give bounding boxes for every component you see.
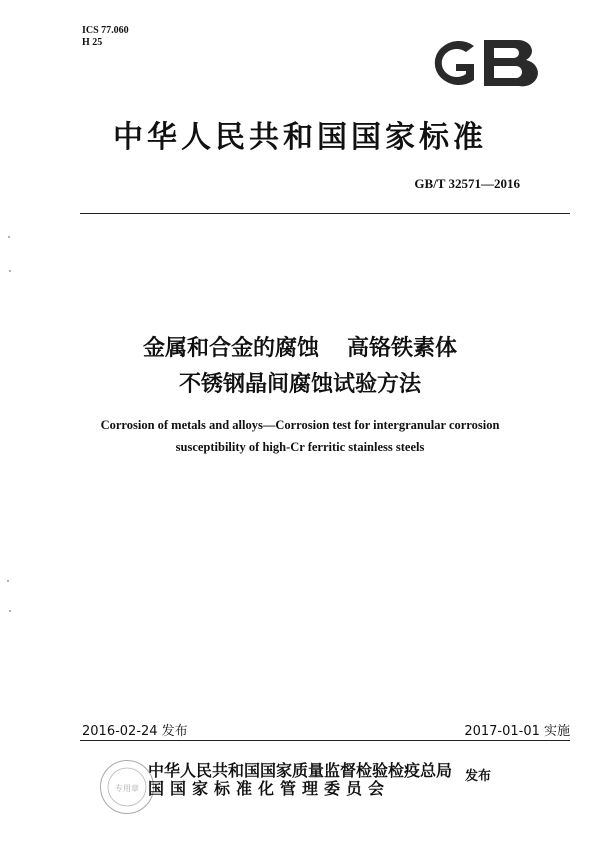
seal-text: 专用章	[115, 784, 139, 793]
ics-code: ICS 77.060	[82, 25, 129, 36]
standard-number: GB/T 32571—2016	[414, 176, 520, 191]
en-title-line2: susceptibility of high-Cr ferritic stainless steels	[175, 440, 425, 454]
scan-speck	[7, 580, 9, 582]
gb-logo-icon	[422, 36, 540, 90]
implementation-date: 2017-01-01 实施	[464, 724, 570, 739]
scan-speck	[9, 610, 11, 612]
en-title-line1: Corrosion of metals and alloys—Corrosion test for intergranular corrosion	[100, 418, 500, 432]
cn-title-line2: 不锈钢晶间腐蚀试验方法	[178, 372, 421, 397]
top-divider	[80, 213, 570, 214]
classification-codes	[82, 25, 129, 49]
scan-speck	[8, 236, 10, 238]
bottom-divider	[80, 740, 570, 741]
cn-title-line1	[40, 331, 560, 362]
ccs-code: H 25	[82, 37, 103, 48]
cn-title-part-a: 金属和合金的腐蚀	[142, 336, 319, 361]
official-seal-icon	[100, 760, 154, 814]
issuing-agency-aqsiq: 中华人民共和国国家质量监督检验检疫总局	[148, 761, 453, 780]
national-standard-title: 中华人民共和国国家标准	[113, 120, 487, 155]
scan-speck	[9, 270, 11, 272]
cn-title-part-b: 高铬铁素体	[347, 336, 458, 361]
issue-date: 2016-02-24 发布	[82, 724, 188, 739]
publish-label: 发布	[465, 769, 492, 784]
issuing-agency-sac: 国国家标准化管理委员会	[148, 779, 391, 798]
